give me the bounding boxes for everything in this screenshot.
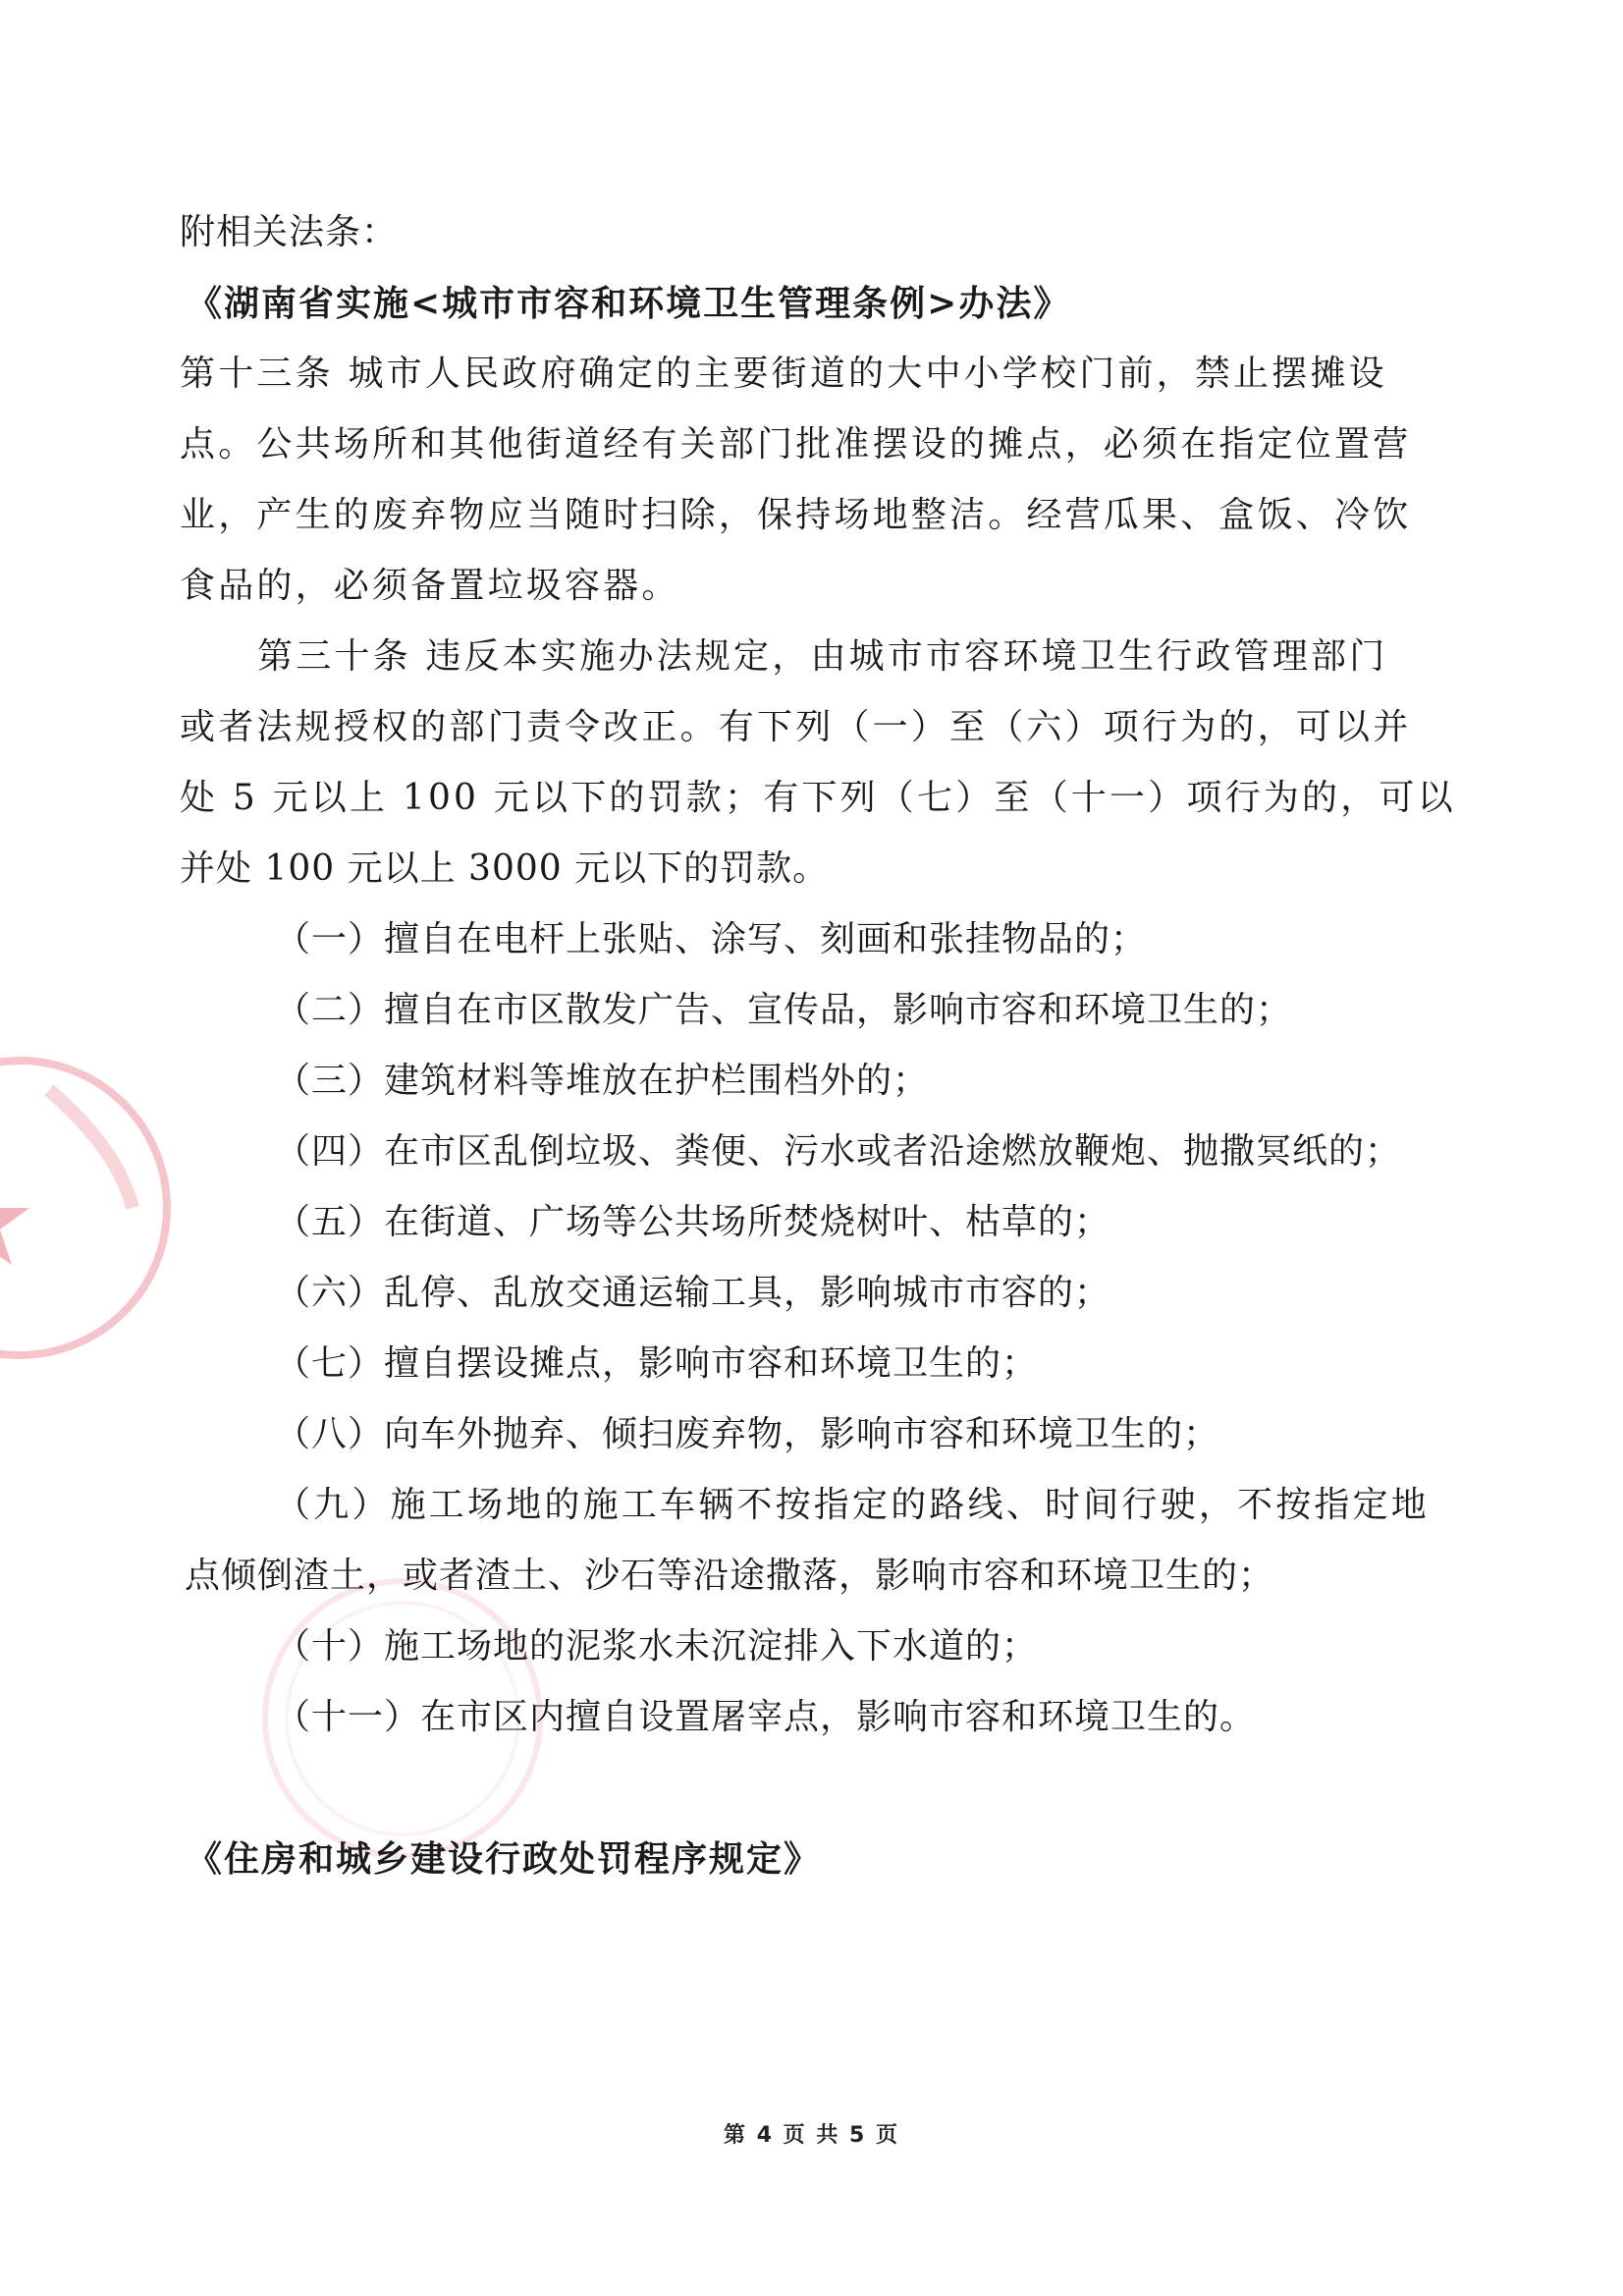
page-number: 第 4 页 共 5 页 <box>724 2123 899 2148</box>
article30-line: 第三十条 违反本实施办法规定，由城市市容环境卫生行政管理部门 <box>257 636 1388 677</box>
official-seal-left <box>0 1031 177 1385</box>
intro-text: 附相关法条： <box>180 212 399 252</box>
article30-line: 处 5 元以上 100 元以下的罚款；有下列（七）至（十一）项行为的，可以 <box>180 778 1456 818</box>
law1-title: 《湖南省实施<城市市容和环境卫生管理条例>办法》 <box>187 283 1071 324</box>
law2-title: 《住房和城乡建设行政处罚程序规定》 <box>187 1838 822 1880</box>
list-item: （六）乱停、乱放交通运输工具，影响城市市容的； <box>275 1273 1111 1313</box>
list-item: （五）在街道、广场等公共场所焚烧树叶、枯草的； <box>275 1202 1111 1242</box>
article13-line: 第十三条 城市人民政府确定的主要街道的大中小学校门前，禁止摆摊设 <box>180 354 1387 394</box>
article13-line: 食品的，必须备置垃圾容器。 <box>180 566 680 606</box>
article13-line: 业，产生的废弃物应当随时扫除，保持场地整洁。经营瓜果、盒饭、冷饮 <box>180 495 1412 535</box>
article30-line: 并处 100 元以上 3000 元以下的罚款。 <box>180 848 830 889</box>
list-item: （二）擅自在市区散发广告、宣传品，影响市容和环境卫生的； <box>275 990 1293 1030</box>
list-item: （三）建筑材料等堆放在护栏围档外的； <box>275 1061 930 1101</box>
article30-line: 或者法规授权的部门责令改正。有下列（一）至（六）项行为的，可以并 <box>180 707 1412 747</box>
list-item: （七）擅自摆设摊点，影响市容和环境卫生的； <box>275 1343 1039 1384</box>
list-item: （九）施工场地的施工车辆不按指定的路线、时间行驶，不按指定地 <box>275 1485 1431 1525</box>
list-item: 点倾倒渣土，或者渣土、沙石等沿途撒落，影响市容和环境卫生的； <box>185 1556 1275 1596</box>
list-item: （一）擅自在电杆上张贴、涂写、刻画和张挂物品的； <box>275 919 1148 959</box>
article13-line: 点。公共场所和其他街道经有关部门批准摆设的摊点，必须在指定位置营 <box>180 424 1412 465</box>
list-item: （八）向车外抛弃、倾扫废弃物，影响市容和环境卫生的； <box>275 1414 1220 1454</box>
list-item: （十一）在市区内擅自设置屠宰点，影响市容和环境卫生的。 <box>275 1697 1257 1737</box>
list-item: （十）施工场地的泥浆水未沉淀排入下水道的； <box>275 1626 1039 1667</box>
list-item: （四）在市区乱倒垃圾、粪便、污水或者沿途燃放鞭炮、抛撒冥纸的； <box>275 1131 1402 1172</box>
